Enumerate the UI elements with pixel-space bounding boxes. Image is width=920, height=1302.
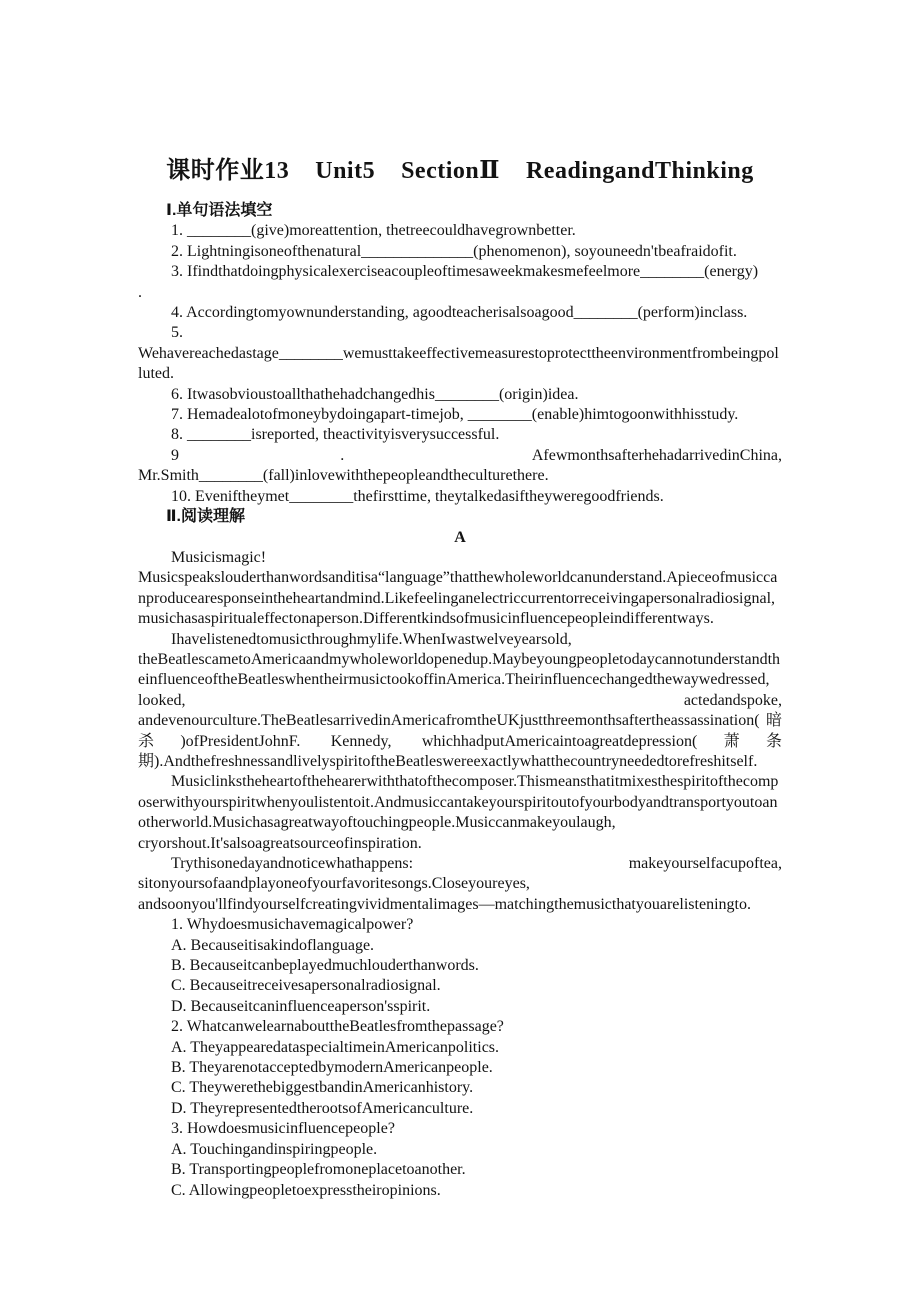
question-1-stem: 1. Whydoesmusichavemagicalpower?: [171, 916, 414, 934]
fill-blank-item-6: 6. Itwasobvioustoallthathehadchangedhis________(origin)idea.: [171, 385, 579, 403]
fill-blank-item-9: [138, 446, 782, 466]
question-2-option-a: A. TheyappearedataspecialtimeinAmericanpolitics.: [171, 1038, 500, 1056]
fill-blank-item-10: 10. Eveniftheymet________thefirsttime, theytalkedasiftheyweregoodfriends.: [171, 487, 664, 505]
fill-blank-item-1: 1. ________(give)moreattention, thetreecouldhavegrownbetter.: [171, 222, 576, 240]
fill-blank-item-3-period: .: [138, 283, 142, 301]
passage-paragraph-2: Ihavelistenedtomusicthroughmylife.WhenIwastwelveyearsold, theBeatlescametoAmericaandmywholeworldopenedup.MaybeyoungpeopletodaycannotunderstandtheinfluenceoftheBeatleswhentheirmusictookoffinAmerica.Theirinfluencechangedthewaywedressed, looked, actedandspoke, andevenourculture.TheBeatlesarrivedinAmericafromtheUKjustthreemonthsaftertheassassination(暗杀)ofPresidentJohnF. Kennedy, whichhadputAmericaintoagreatdepression(萧条期).AndthefreshnessandlivelyspiritoftheBeatleswereexactlywhatthecountryneededtorefreshitself.: [138, 630, 782, 770]
fill-blank-item-7: 7. Hemadealotofmoneybydoingapart-timejob, ________(enable)himtogoonwithhisstudy.: [171, 406, 739, 424]
question-2-option-d: D. TheyrepresentedtherootsofAmericanculture.: [171, 1099, 474, 1117]
fill-blank-item-8: 8. ________isreported, theactivityisverysuccessful.: [171, 426, 500, 444]
fill-blank-item-2: 2. Lightningisoneofthenatural______________(phenomenon), soyouneedn'tbeafraidofit.: [171, 242, 737, 260]
item-9-period: .: [340, 446, 345, 464]
passage-label-a: A: [454, 528, 466, 546]
question-2-stem: 2. WhatcanwelearnabouttheBeatlesfromthepassage?: [171, 1018, 504, 1036]
section-2-heading: Ⅱ.阅读理解: [166, 508, 245, 526]
item-9-spacer: [344, 446, 532, 466]
page-title: 课时作业13 Unit5 SectionⅡ ReadingandThinking: [166, 158, 754, 184]
fill-blank-item-9-continued: Mr.Smith________(fall)inlovewiththepeopleandtheculturethere.: [138, 467, 549, 485]
question-1-option-d: D. Becauseitcaninfluenceaperson'sspirit.: [171, 997, 431, 1015]
question-2-option-c: C. TheywerethebiggestbandinAmericanhistory.: [171, 1079, 474, 1097]
question-1-option-b: B. Becauseitcanbeplayedmuchlouderthanwords.: [171, 957, 479, 975]
question-1-option-c: C. Becauseitreceivesapersonalradiosignal.: [171, 977, 441, 995]
question-2-option-b: B. TheyarenotacceptedbymodernAmericanpeople.: [171, 1059, 493, 1077]
question-3-stem: 3. Howdoesmusicinfluencepeople?: [171, 1120, 395, 1138]
section-1-heading: Ⅰ.单句语法填空: [166, 202, 273, 219]
passage-paragraph-3: Musiclinkstheheartofthehearerwiththatofthecomposer.Thismeansthatitmixesthespiritofthecomposerwithyourspiritwhenyoulistentoit.Andmusiccantakeyourspiritoutofyourbodyandtransportyoutoanotherworld.Musichasagreatwayoftouchingpeople.Musiccanmakeyoulaugh, cryorshout.It'salsoagreatsourceofinspiration.: [138, 773, 779, 852]
item-9-number: 9: [171, 446, 179, 464]
worksheet-page: [138, 156, 782, 1201]
fill-blank-item-3: 3. Ifindthatdoingphysicalexerciseacoupleoftimesaweekmakesmefeelmore________(energy): [171, 263, 759, 281]
item-9-spacer: [179, 446, 340, 466]
question-3-option-b: B. Transportingpeoplefromoneplacetoanother.: [171, 1161, 466, 1179]
passage-paragraph-4: Trythisonedayandnoticewhathappens: makeyourselfacupoftea, sitonyoursofaandplayoneofyourfavoritesongs.Closeyoureyes, andsoonyou'llfindyourselfcreatingvividmentalimages—matchingthemusicthatyouarelisteningto.: [138, 855, 782, 913]
question-3-option-c: C. Allowingpeopletoexpresstheiropinions.: [171, 1181, 441, 1199]
item-9-text: AfewmonthsafterhehadarrivedinChina,: [531, 446, 782, 464]
passage-paragraph-1: Musicismagic! Musicspeakslouderthanwordsanditisa“language”thatthewholeworldcanunderstand.Apieceofmusiccanproducearesponseintheheartandmind.Likefeelinganelectriccurrentorreceivingapersonalradiosignal, musichasaspiritualeffectonaperson.Differentkindsofmusicinfluencepeopleindifferentways.: [138, 548, 778, 628]
fill-blank-item-5: 5. Wehavereachedastage________wemusttakeeffectivemeasurestoprotecttheenvironmentfrombeingpolluted.: [138, 324, 779, 383]
fill-blank-item-4: 4. Accordingtomyownunderstanding, agoodteacherisalsoagood________(perform)inclass.: [171, 304, 748, 322]
question-1-option-a: A. Becauseitisakindoflanguage.: [171, 936, 375, 954]
question-3-option-a: A. Touchingandinspiringpeople.: [171, 1140, 378, 1158]
